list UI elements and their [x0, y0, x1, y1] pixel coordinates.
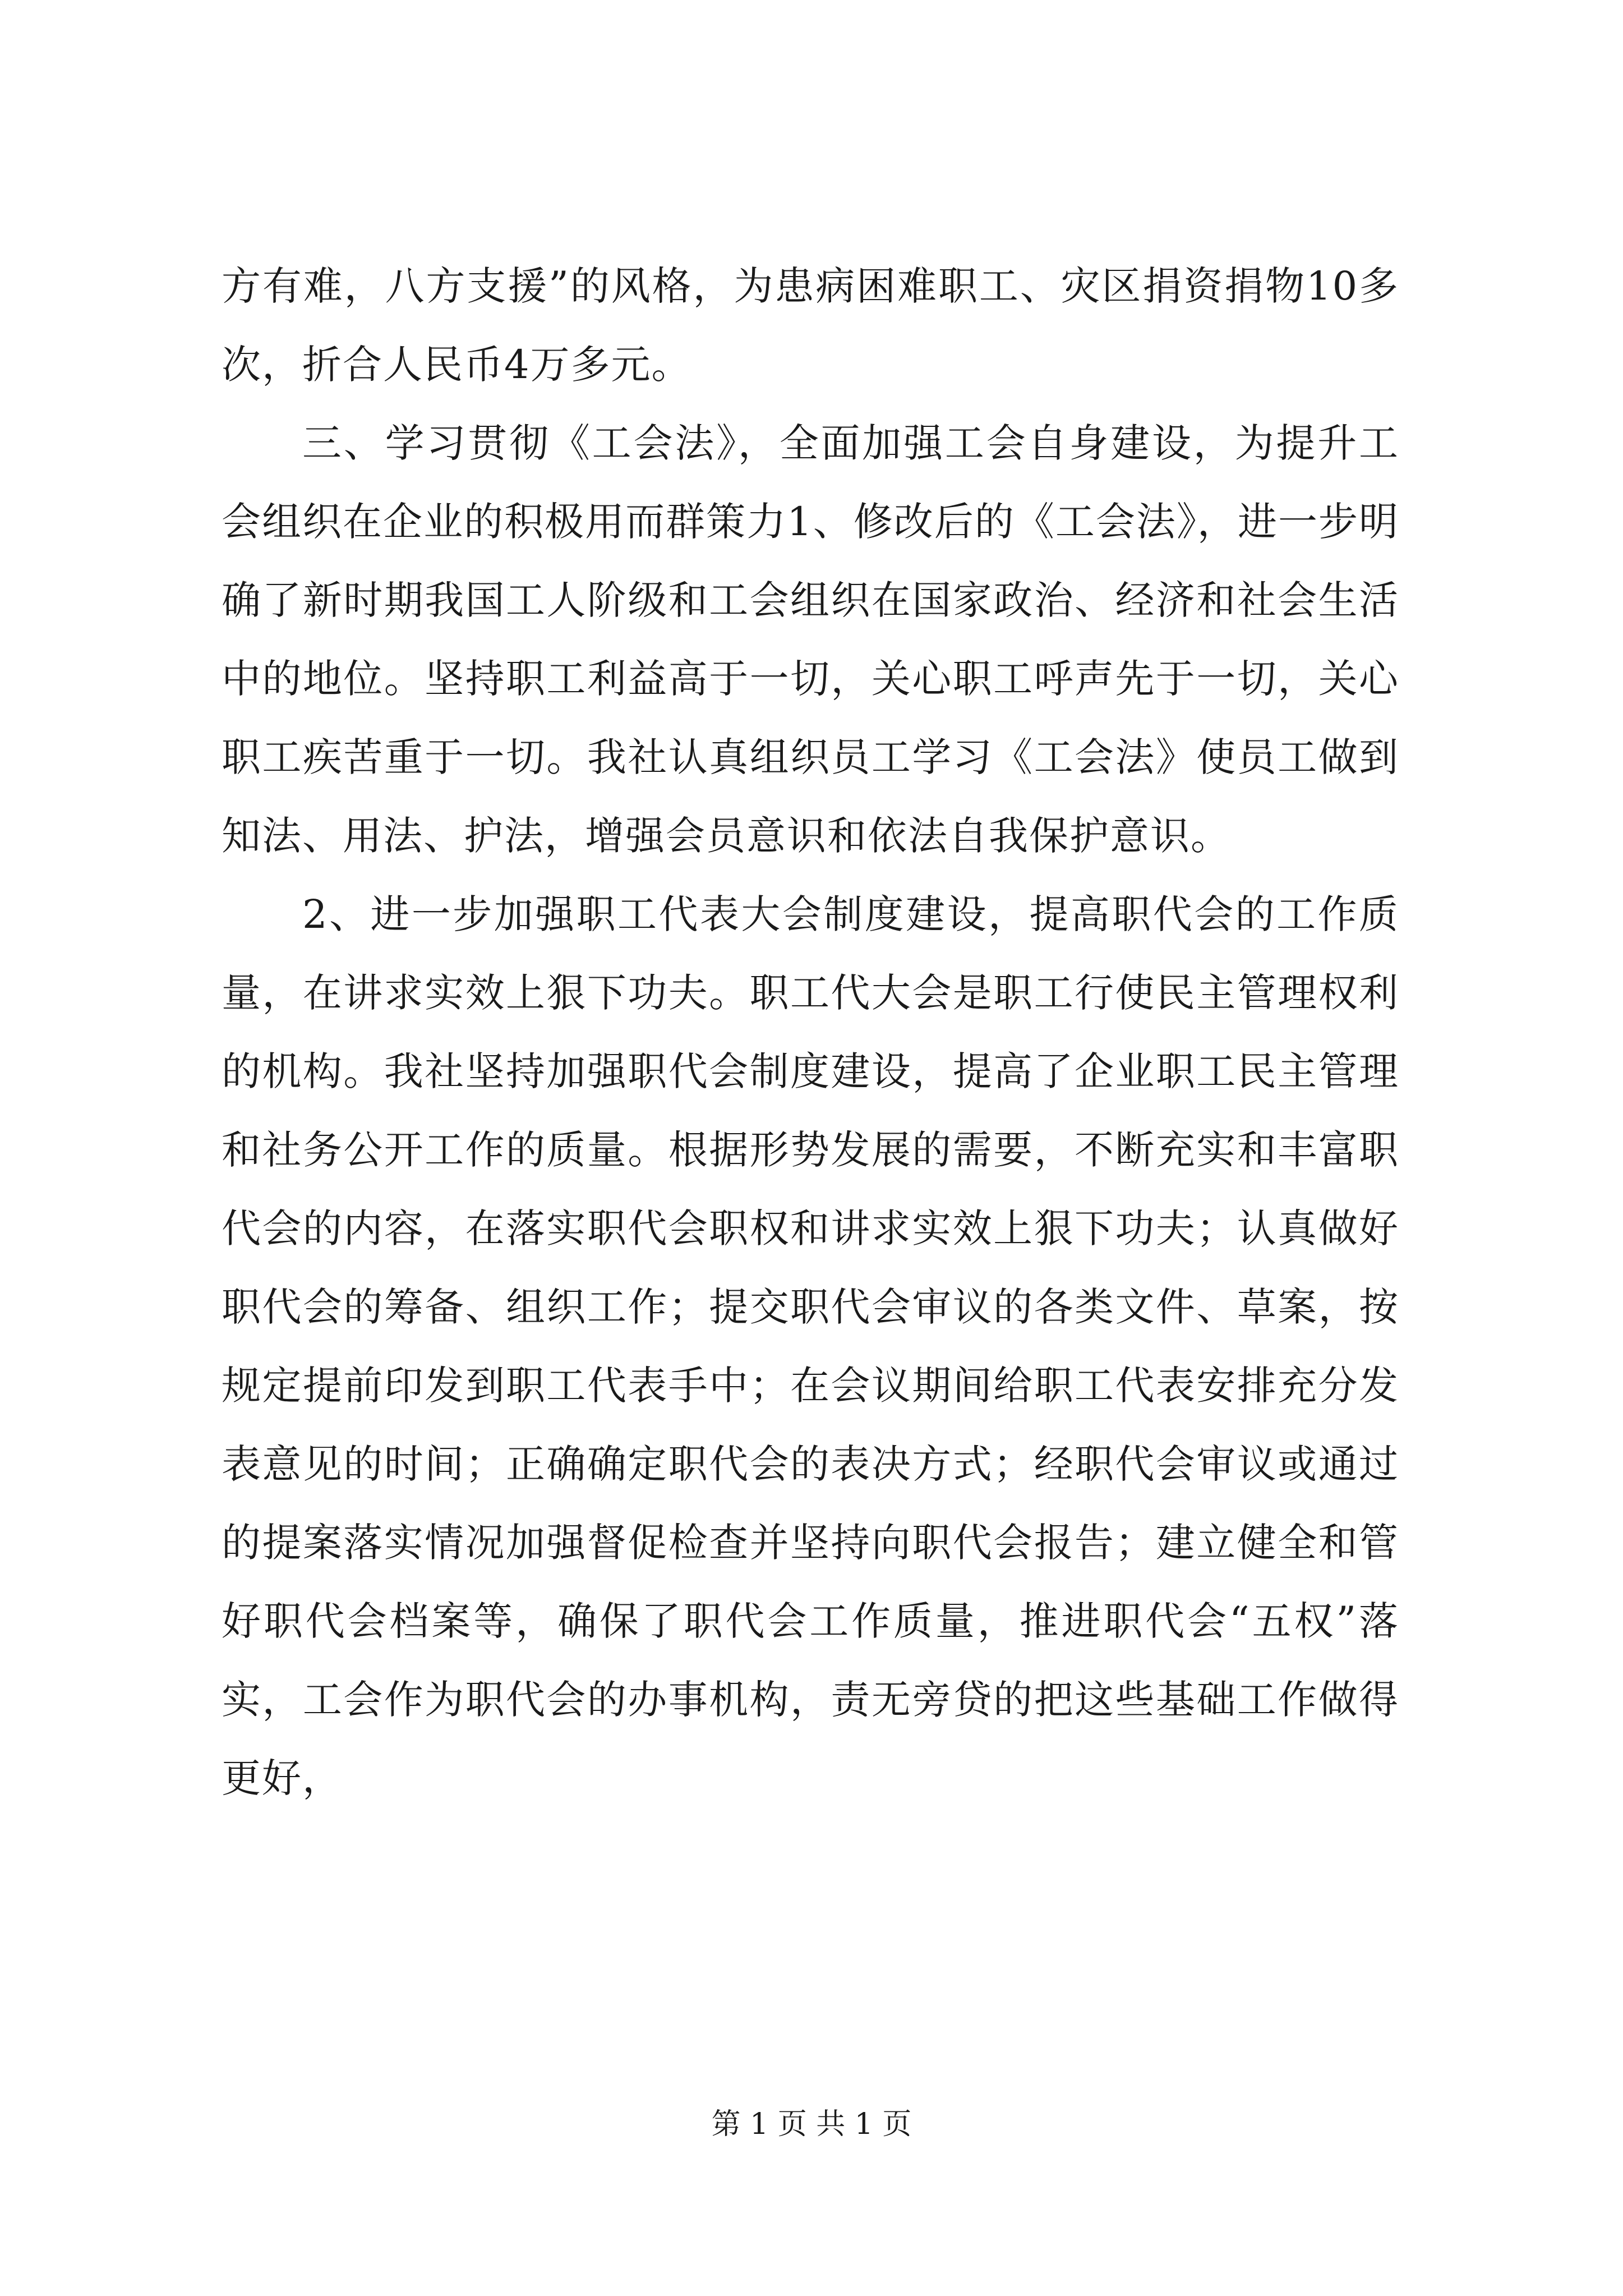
document-body	[222, 247, 1399, 1818]
page-footer: 第 1 页 共 1 页	[711, 2108, 912, 2141]
paragraph-1: 方有难，八方支援”的风格，为患病困难职工、灾区捐资捐物10多次，折合人民币4万多元。	[222, 263, 1399, 388]
paragraph-3: 2、进一步加强职工代表大会制度建设，提高职代会的工作质量，在讲求实效上狠下功夫。职工代大会是职工行使民主管理权利的机构。我社坚持加强职代会制度建设，提高了企业职工民主管理和社务公开工作的质量。根据形势发展的需要，不断充实和丰富职代会的内容，在落实职代会职权和讲求实效上狠下功夫；认真做好职代会的筹备、组织工作；提交职代会审议的各类文件、草案，按规定提前印发到职工代表手中；在会议期间给职工代表安排充分发表意见的时间；正确确定职代会的表决方式；经职代会审议或通过的提案落实情况加强督促检查并坚持向职代会报告；建立健全和管好职代会档案等，确保了职代会工作质量，推进职代会“五权”落实，工会作为职代会的办事机构，责无旁贷的把这些基础工作做得更好，	[222, 891, 1399, 1801]
paragraph-2: 三、学习贯彻《工会法》，全面加强工会自身建设，为提升工会组织在企业的积极用而群策力1、修改后的《工会法》，进一步明确了新时期我国工人阶级和工会组织在国家政治、经济和社会生活中的地位。坚持职工利益高于一切，关心职工呼声先于一切，关心职工疾苦重于一切。我社认真组织员工学习《工会法》使员工做到知法、用法、护法，增强会员意识和依法自我保护意识。	[222, 420, 1399, 859]
